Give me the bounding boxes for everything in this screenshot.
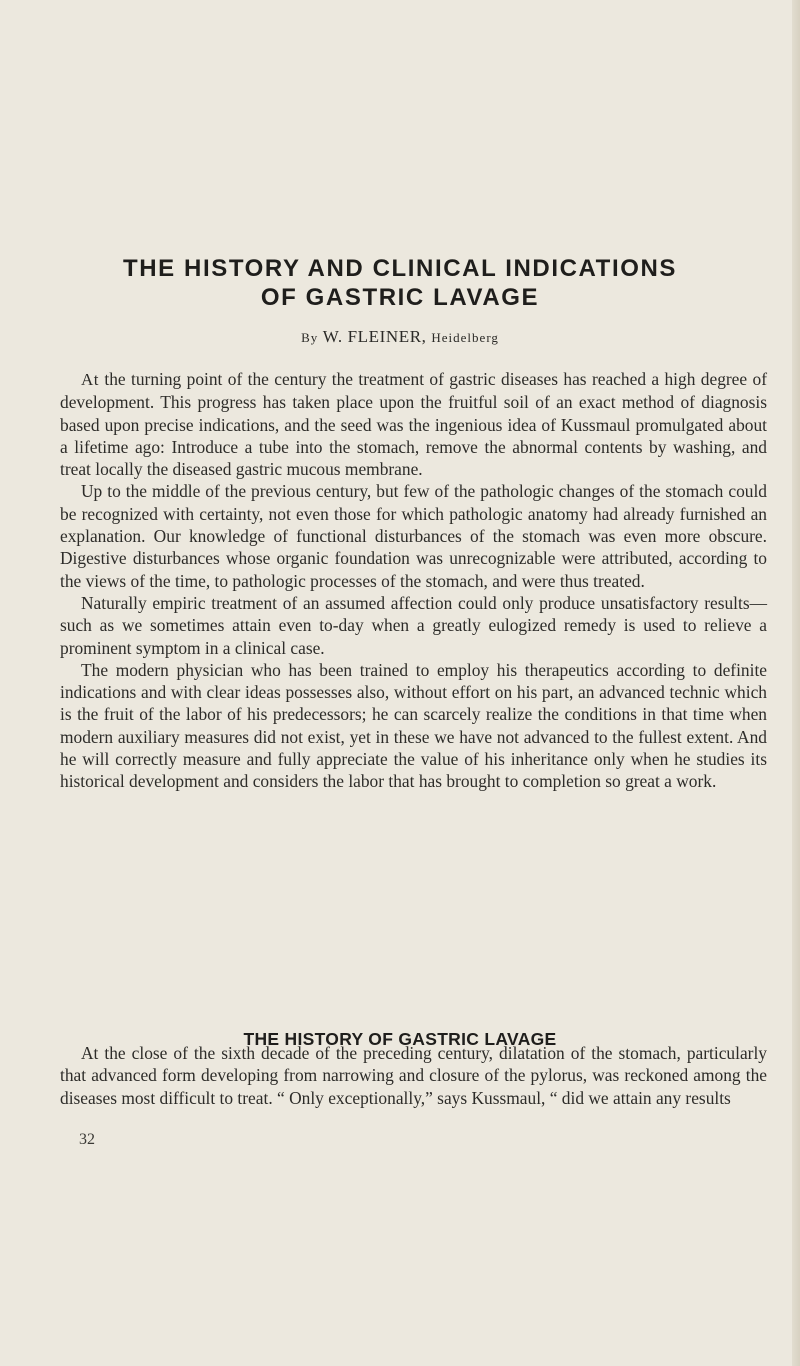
paragraph-lead-word: At — [81, 370, 99, 389]
byline-author: W. FLEINER, — [322, 327, 427, 346]
paragraph-1 — [60, 368, 767, 480]
paragraph-1-text: the turning point of the century the treatment of gastric diseases has reached a high degree of development. This progress has taken place upon the fruitful soil of an exact method of diagnosis based upon precise indications, and the seed was the ingenious idea of Kussmaul promulgated about a lifetime ago: Introduce a tube into the stomach, remove the abnormal contents by washing, and treat locally the diseased gastric mucous membrane. — [60, 369, 767, 480]
article-title-line-2: OF GASTRIC LAVAGE — [260, 284, 540, 311]
paragraph-2: Up to the middle of the previous century, but few of the pathologic changes of the stomach could be recognized with certainty, not even those for which pathologic anatomy had already furnished an explanation. Our knowledge of functional disturbances of the stomach was even more obscure. Digestive disturbances whose organic foundation was unrecognizable were attributed, according to the views of the time, to pathologic processes of the stomach, and were thus treated. — [60, 481, 767, 591]
section-paragraph: At the close of the sixth decade of the preceding century, dilatation of the stomach, particularly that advanced form developing from narrowing and closure of the pylorus, was reckoned among the diseases most difficult to treat. “ Only exceptionally,” says Kussmaul, “ did we attain any results — [60, 1043, 767, 1108]
byline-by: By — [301, 330, 319, 345]
section-body-text — [60, 1042, 767, 1109]
page-number: 32 — [79, 1131, 95, 1148]
byline-place: Heidelberg — [431, 330, 499, 345]
article-title-line-1: THE HISTORY AND CLINICAL INDICATIONS — [122, 255, 678, 282]
page-edge-shadow — [792, 0, 800, 1366]
author-byline — [0, 327, 800, 347]
paragraph-3: Naturally empiric treatment of an assumed affection could only produce unsatisfactory results—such as we sometimes attain even to-day when a greatly eulogized remedy is used to relieve a prominent symptom in a clinical case. — [60, 592, 767, 658]
paragraph-4: The modern physician who has been trained to employ his therapeutics according to definite indications and with clear ideas possesses also, without effort on his part, an advanced technic which is the fruit of the labor of his predecessors; he can scarcely realize the conditions in that time when modern auxiliary measures did not exist, yet in these we have not advanced to the fullest extent. And he will correctly measure and fully appreciate the value of his inheritance only when he studies its historical development and considers the labor that has brought to completion so great a work. — [60, 659, 767, 792]
section-heading: THE HISTORY OF GASTRIC LAVAGE — [243, 1028, 557, 1049]
body-text — [60, 368, 767, 793]
